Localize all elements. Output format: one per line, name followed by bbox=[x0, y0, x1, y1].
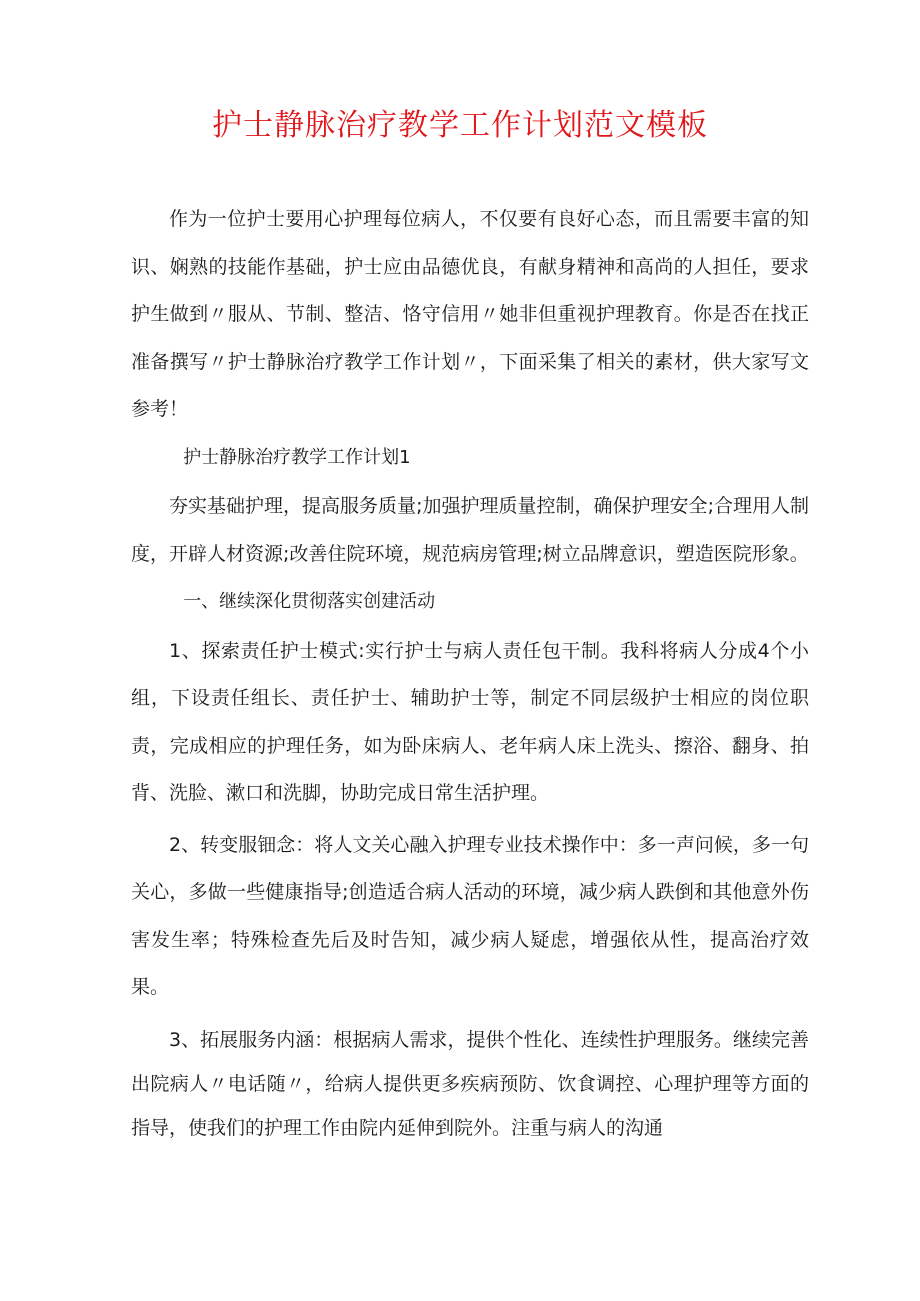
item-paragraph-2: 2、转变服钿念：将人文关心融入护理专业技术操作中：多一声问候，多一句关心，多做一些健康指导;创造适合病人活动的环境，减少病人跌倒和其他意外伤害发生率；特殊检查先后及时告知，减少病人疑虑，增强依从性，提高治疗效果。 bbox=[131, 833, 809, 998]
document-title: 护士静脉治疗教学工作计划范文模板 bbox=[212, 108, 708, 143]
plan-summary-paragraph: 夯实基础护理，提高服务质量;加强护理质量控制，确保护理安全;合理用人制度，开辟人材资源;改善住院环境，规范病房管理;树立品牌意识，塑造医院形象。 bbox=[131, 495, 809, 565]
section-heading-1: 一、继续深化贯彻落实创建活动 bbox=[183, 591, 436, 612]
intro-paragraph: 作为一位护士要用心护理每位病人，不仅要有良好心态，而且需要丰富的知识、娴熟的技能作基础，护士应由品德优良，有献身精神和高尚的人担任，要求护生做到〃服从、节制、整洁、恪守信用〃她非但重视护理教育。你是否在找正准备撰写〃护士静脉治疗教学工作计划〃，下面采集了相关的素材，供大家写文参考！ bbox=[131, 208, 809, 420]
document-body bbox=[131, 196, 809, 1150]
item-paragraph-3: 3、拓展服务内涵：根据病人需求，提供个性化、连续性护理服务。继续完善出院病人〃电话随〃，给病人提供更多疾病预防、饮食调控、心理护理等方面的指导，使我们的护理工作由院内延伸到院外。注重与病人的沟通 bbox=[131, 1028, 809, 1139]
item-paragraph-1: 1、探索责任护士模式:实行护士与病人责任包干制。我科将病人分成4个小组，下设责任组长、责任护士、辅助护士等，制定不同层级护士相应的岗位职责，完成相应的护理任务，如为卧床病人、老年病人床上洗头、擦浴、翻身、拍背、洗脸、漱口和洗脚，协助完成日常生活护理。 bbox=[131, 639, 809, 804]
plan-heading: 护士静脉治疗教学工作计划1 bbox=[183, 446, 411, 468]
